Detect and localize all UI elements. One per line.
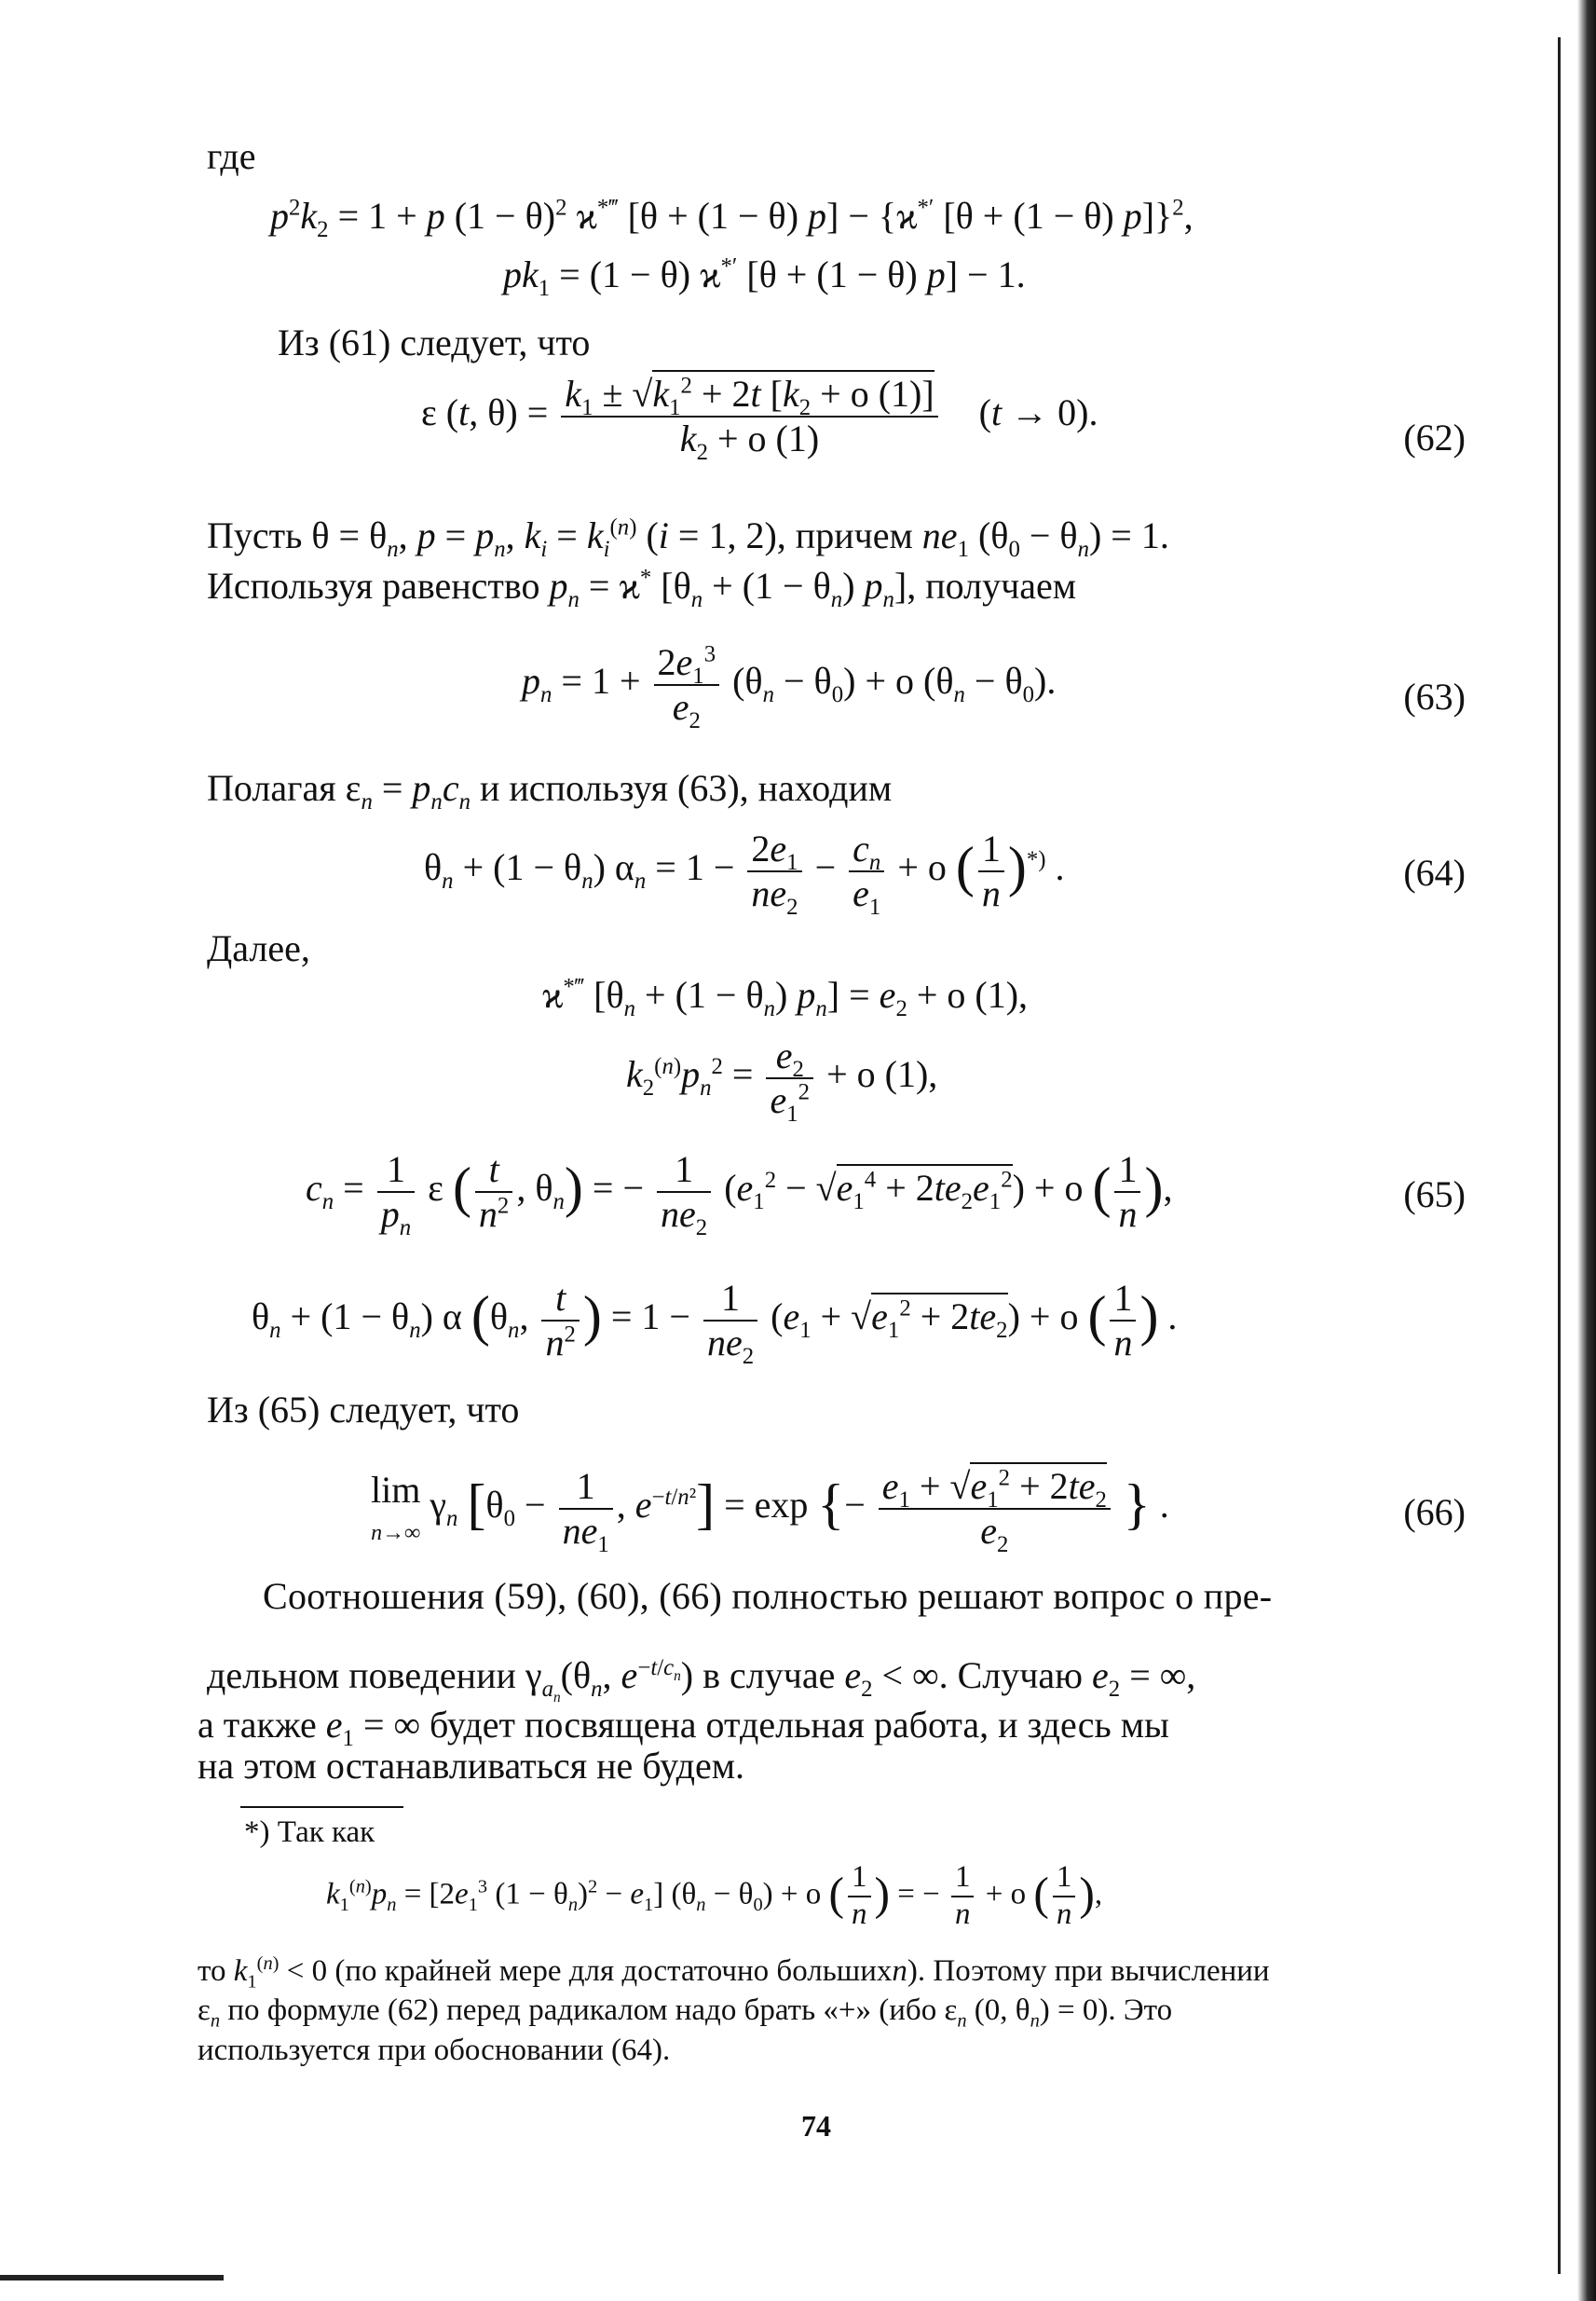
text-sootn-a: Соотношения (59), (60), (66) полностью решают вопрос о пре- — [263, 1575, 1273, 1617]
formula-65: $c_n$ = $\frac{1}{p_n}$ ε ( $\frac{t}{n^2}$ , $\theta_n$) = − $\frac{1}{ne_2}$ $(e_1^2 - √e_1^4 + 2te_2e_1^2) + o$ ( $\frac{1}{n}$ ), — [306, 1148, 1173, 1240]
text-ispolzuya-b: получаем — [925, 565, 1077, 607]
formula-66: lim n→∞ $\gamma_n$ [$\theta_0$ − $\frac{1}{ne_1}$ , $e^{-t/n^2}] = \exp$ {− $\frac{e_1 + √e_1^2 + 2te_2}{e_2}$ } . — [371, 1465, 1169, 1553]
text-gde: где — [207, 135, 256, 177]
footnote-line-3: используется при обосновании (64). — [198, 2034, 671, 2067]
page-binding-shadow — [1558, 37, 1561, 2274]
footnote-formula: $k_1^{(n)}p_n = [2e_1^3$ $(1 - \theta_n)^2 - e_1$] $(\theta_n - \theta_0) + o$ ( $\frac{1}{n}$ ) = − $\frac{1}{n}$ + o ( $\frac{1}{n}$ ), — [326, 1860, 1103, 1931]
formula-pk1: $pk_1 = (1 - \theta)$ ϰ*′ [θ + (1 − θ) p] − 1. — [503, 253, 1026, 301]
text-dalee: Далее, — [207, 927, 310, 969]
footnote-line2-a: по формуле (62) перед радикалом надо брать «+» (ибо — [227, 1993, 937, 2027]
formula-kappa: ϰ*‴ $[\theta_n + (1 - \theta_n) p_n] = e_2 + o$ (1), — [542, 974, 1029, 1021]
text-sootn-b1: дельном поведении — [207, 1654, 516, 1696]
formula-64: $\theta_n + (1 - \theta_n) \alpha_n = 1$ − $\frac{2e_1}{ne_2}$ − $\frac{c_n}{e_1}$ + o ( $\frac{1}{n}$ )*) . — [424, 828, 1065, 920]
text-pust-line: Пусть $\theta = \theta_n$, $p = p_n$, $k_i = k_i^{(n)}$ (i = 1, 2), причем $ne_1$ $(\theta_0 - \theta_n) = 1$. — [207, 514, 1169, 562]
equation-number-62: (62) — [1403, 417, 1466, 459]
text-polagaya-b: и используя (63), находим — [479, 767, 893, 809]
equation-number-63: (63) — [1403, 676, 1466, 718]
equation-number-65: (65) — [1403, 1173, 1466, 1215]
text-sootn-b2: в случае — [703, 1654, 836, 1696]
text-polagaya-a: Полагая — [207, 767, 336, 809]
footnote-rule — [240, 1806, 403, 1808]
footnote-line1-b: (по крайней мере для достаточно больших — [334, 1954, 893, 1988]
formula-theta-alpha: $\theta_n + (1 - \theta_n)$ α ($\theta_n$, $\frac{t}{n^2}$ ) = 1 − $\frac{1}{ne_2}$ $(e_1 + √e_1^2 + 2te_2) + o$ ( $\frac{1}{n}$ ) . — [252, 1277, 1178, 1369]
page-edge-scan-artifact — [1577, 0, 1596, 2301]
formula-62: ε (t, θ) = $\frac{k_1 \pm √k_1^2 + 2t [k_2 + o (1)]}{k_2 + o (1)}$ (t → 0). — [421, 373, 1098, 460]
formula-p2k2: $p^2k_2 = 1 + p$ $(1 - \theta)^2$ ϰ*‴ [θ + (1 − θ) p] − {ϰ*′ [θ + (1 − θ) p]}$^2$, — [270, 195, 1194, 242]
formula-63: $p_n = 1$ + $\frac{2e_1^3}{e_2}$ $(\theta_n - \theta_0) + o$ $(\theta_n - \theta_0)$. — [522, 641, 1057, 733]
text-ispolzuya-a: Используя равенство — [207, 565, 540, 607]
text-sootn-b3: Случаю — [957, 1654, 1084, 1696]
footnote-line1-c: ). Поэтому при вычислении — [907, 1954, 1270, 1988]
footnote-line2-b: Это — [1123, 1993, 1173, 2027]
formula-k2pn2: $k_2^{(n)}p_n^2$ = $\frac{e_2}{e_1^2}$ + o (1), — [626, 1034, 938, 1127]
text-ispolzuya-line: Используя равенство $p_n = ϰ^*$ [$\theta_n + (1 - \theta_n)$ $p_n$], получаем — [207, 565, 1077, 612]
text-sootn-d: на этом останавливаться не будем. — [198, 1745, 745, 1787]
footnote-line-2: $\varepsilon_n$ по формуле (62) перед радикалом надо брать «+» (ибо $\varepsilon_n$ (0, $\theta_n) = 0$). Это — [198, 1993, 1173, 2032]
equation-number-66: (66) — [1403, 1491, 1466, 1533]
page-number: 74 — [801, 2109, 831, 2143]
text-sootn-b-line: дельном поведении $\gamma_{a_n}(\theta_n$, $e^{-t/c_n}$) в случае $e_2$ < ∞. Случаю $e_2$ = ∞, — [207, 1654, 1196, 1705]
text-sootn-c1: а также — [198, 1704, 317, 1746]
text-iz61: Из (61) следует, что — [278, 322, 591, 363]
equation-number-64: (64) — [1403, 852, 1466, 894]
text-polagaya-line: Полагая $\varepsilon_n = p_nc_n$ и используя (63), находим — [207, 767, 893, 815]
footnote-line1-a: то — [198, 1954, 226, 1988]
text-sootn-c-line: а также $e_1$ = ∞ будет посвящена отдельная работа, и здесь мы — [198, 1704, 1169, 1751]
footnote-line-1: то $k_1^{(n)} < 0$ (по крайней мере для достаточно большихn). Поэтому при вычислении — [198, 1953, 1270, 1993]
text-sootn-c2: будет посвящена отдельная работа, и здесь мы — [430, 1704, 1169, 1746]
text-pust-b: причем — [795, 514, 913, 556]
footnote-marker: *) Так как — [244, 1815, 375, 1849]
page-bottom-scan-artifact — [0, 2275, 224, 2280]
text-pust-a: Пусть — [207, 514, 303, 556]
text-iz65: Из (65) следует, что — [207, 1389, 520, 1431]
